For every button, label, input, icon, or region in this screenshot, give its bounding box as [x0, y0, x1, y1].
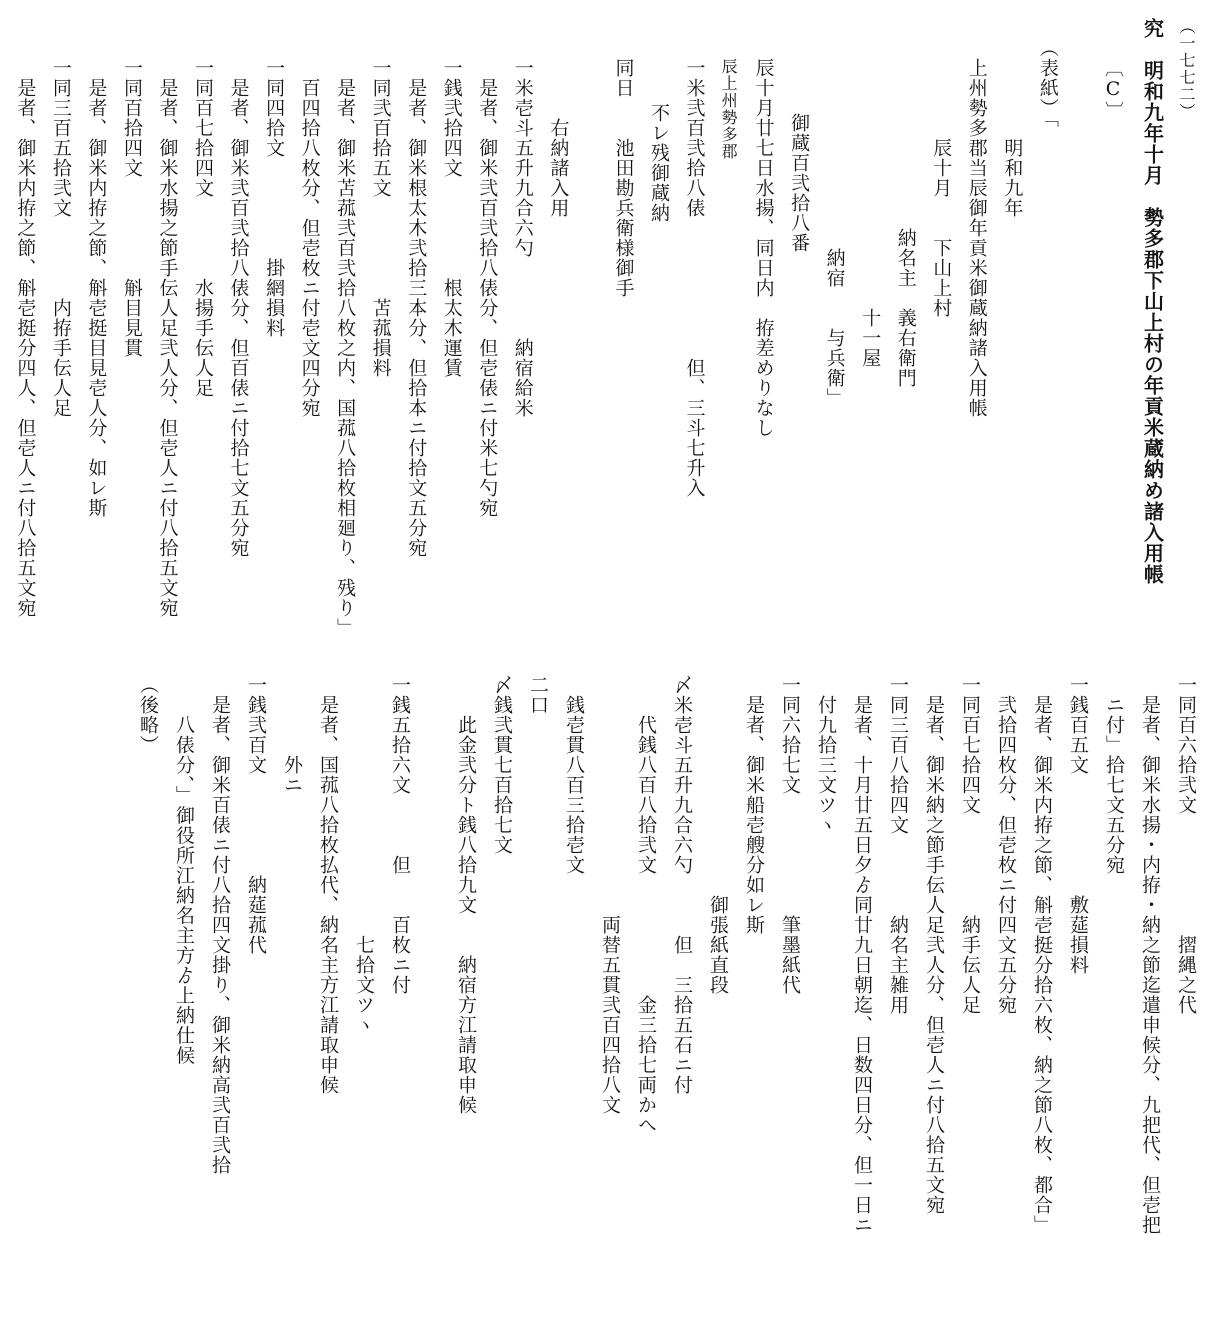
text-column: 二口	[527, 675, 549, 715]
document-upper-half	[8, 18, 1204, 638]
text-column: 是者、御米納之節手伝人足弐人分、但壱人ニ付八拾五文宛	[923, 695, 945, 1215]
text-column: 一銭五拾六文 但 百枚ニ付	[389, 675, 411, 995]
text-column: 是者、御米弐百弐拾八俵分、但百俵ニ付拾七文五分宛	[227, 78, 250, 558]
text-column: 〔C〕	[1101, 58, 1124, 121]
text-column: 上州勢多郡当辰御年貢米御蔵納諸入用帳	[965, 58, 988, 418]
text-column: 一銭弐拾四文 根太木運賃	[440, 58, 463, 378]
text-column: 明和九年	[1001, 138, 1024, 218]
text-column: 一同六拾七文 筆墨紙代	[779, 675, 801, 995]
text-column: 御蔵百弐拾八番	[788, 113, 811, 253]
text-column: 不レ残御蔵納	[647, 103, 670, 223]
text-column: 一同三百八拾四文 納名主雑用	[887, 675, 909, 1015]
text-column: 辰十月廿七日水揚、同日内 拵差めりなし	[752, 58, 775, 438]
text-column: 一同百七拾四文 納手伝人足	[959, 675, 981, 1015]
text-column: 是者、御米内拵之節、斛壱挺分拾六枚、納之節八枚、都合」	[1031, 695, 1053, 1235]
text-column: 一同三百五拾弐文 内拵手伝人足	[49, 58, 72, 418]
text-column: 是者、御米弐百弐拾八俵分、但壱俵ニ付米七勺宛	[476, 78, 499, 518]
text-column: （表紙）「	[1036, 38, 1059, 129]
text-column: 一米弐百弐拾八俵 但、三斗七升入	[683, 58, 706, 498]
text-column: 銭壱貫八百三拾壱文	[563, 695, 585, 875]
text-column: 七拾文ツヽ	[353, 715, 375, 1035]
text-column: 代銭八百八拾弐文 金三拾七両かへ	[635, 715, 657, 1135]
text-column: 是者、御米船壱艘分如レ斯	[743, 695, 765, 935]
text-column: 〆米壱斗五升九合六勺 但 三拾五石ニ付	[671, 675, 693, 1095]
text-column: 是者、御米水揚之節手伝人足弐人分、但壱人ニ付八拾五文宛	[156, 78, 179, 618]
text-column: 一同百七拾四文 水揚手伝人足	[192, 58, 214, 398]
text-column: 是者、国菰八拾枚払代、納名主方江請取申候	[317, 695, 339, 1095]
text-column: 辰十月 下山上村	[930, 138, 953, 318]
text-column: 〆銭弐貫七百拾七文	[491, 675, 513, 855]
text-column: ニ付」拾七文五分宛	[1103, 695, 1125, 875]
text-column: 納宿 与兵衛」	[823, 248, 846, 408]
text-column: 八俵分、」御役所江納名主方ゟ上納仕候	[173, 715, 195, 1066]
text-column: 納名主 義右衛門	[894, 228, 917, 388]
text-column: 一同四拾文 掛網損料	[263, 58, 286, 338]
text-column: 一米壱斗五升九合六勺 納宿給米	[511, 58, 534, 418]
text-column: 一銭百五文 敷莚損料	[1067, 675, 1089, 975]
text-column: 百四拾八枚分、但壱枚ニ付壱文四分宛	[298, 78, 321, 418]
document-lower-half	[8, 655, 1204, 1240]
text-column: 弐拾四枚分、但壱枚ニ付四文五分宛	[995, 695, 1017, 1015]
text-column: 御張紙直段	[707, 675, 729, 995]
text-column: 両替五貫弐百四拾八文	[599, 675, 621, 1115]
text-column: 此金弐分ト銭八拾九文 納宿方江請取申候	[455, 715, 477, 1115]
text-column: 一同弐百拾五文 苫菰損料	[369, 58, 392, 378]
text-column	[576, 18, 606, 618]
text-column	[418, 655, 448, 1240]
text-column: 外ニ	[281, 755, 303, 795]
text-column: 是者、御米内拵之節、斛壱挺目見壱人分、如レ斯	[85, 78, 108, 518]
text-column: 十一屋	[859, 308, 882, 368]
text-column: 一銭弐百文 納莚菰代	[245, 675, 267, 955]
text-column: 是者、御米百俵ニ付八拾四文掛り、御米納高弐百弐拾	[209, 695, 231, 1175]
text-column: 是者、御米根太木弐拾三本分、但拾本ニ付拾文五分宛	[405, 78, 428, 558]
text-column: 右納諸入用	[547, 118, 570, 218]
text-column: 是者、御米内拵之節、斛壱挺分四人、但壱人ニ付八拾五文宛	[14, 78, 37, 618]
text-column: 是者、十月廿五日夕ゟ同廿九日朝迄、日数四日分、但一日ニ	[851, 695, 873, 1235]
text-column: 付九拾三文ツヽ	[815, 695, 837, 835]
text-column: 一同百拾四文 斛目見貫	[120, 58, 143, 358]
text-column: 同日 池田勘兵衛様御手	[612, 58, 635, 298]
text-column: 究 明和九年十月 勢多郡下山上村の年貢米蔵納め諸入用帳	[1140, 18, 1165, 585]
text-column	[1066, 18, 1096, 618]
text-column: （後略）	[137, 675, 159, 755]
text-column: 是者、御米苫菰弐百弐拾八枚之内、国菰八拾枚相廻り、残り」	[334, 78, 357, 638]
text-column: 是者、御米水揚・内拵・納之節迄遣申候分、九把代、但壱把	[1139, 695, 1161, 1235]
text-column: 辰上州勢多郡	[719, 58, 739, 160]
text-column: 一同百六拾弐文 摺縄之代	[1175, 675, 1197, 1015]
text-column: （一七七二）	[1177, 18, 1196, 120]
